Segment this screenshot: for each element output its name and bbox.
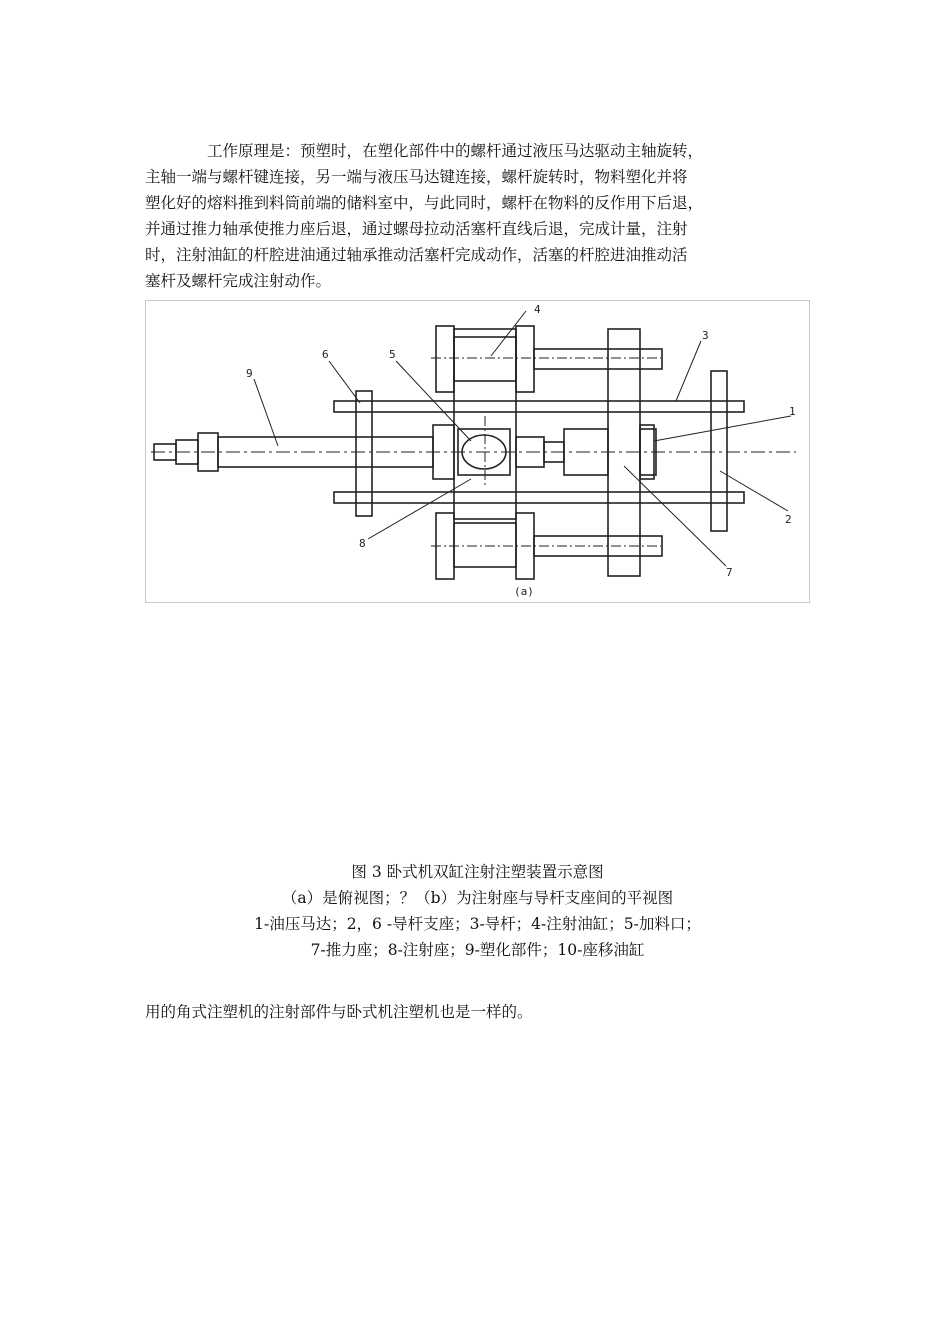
leader-2 xyxy=(720,471,788,511)
figure-caption-line: 1-油压马达；2，6 -导杆支座；3-导杆；4-注射油缸；5-加料口； xyxy=(254,915,701,933)
leader-6 xyxy=(329,361,360,403)
diagram-svg xyxy=(146,301,809,602)
injection-unit-diagram xyxy=(145,300,810,603)
piston-rod-upper xyxy=(534,349,662,369)
barrel xyxy=(218,437,433,467)
leader-3 xyxy=(676,341,701,401)
label-9: 9 xyxy=(246,367,253,380)
guide-support-left xyxy=(356,391,372,516)
body-paragraph xyxy=(145,138,810,294)
cylinder-upper-body xyxy=(454,337,516,381)
label-3: 3 xyxy=(702,329,709,342)
leader-1 xyxy=(654,416,791,441)
leader-8 xyxy=(368,479,471,539)
figure-caption-line: （a）是俯视图；？（b）为注射座与导杆支座间的平视图 xyxy=(281,889,674,907)
paragraph-line: 工作原理是：预塑时，在塑化部件中的螺杆通过液压马达驱动主轴旋转， xyxy=(207,142,704,160)
leader-9 xyxy=(254,379,278,446)
label-8: 8 xyxy=(359,537,366,550)
cylinder-upper-end-right xyxy=(516,326,534,392)
paragraph-line: 并通过推力轴承使推力座后退，通过螺母拉动活塞杆直线后退，完成计量，注射 xyxy=(145,220,688,238)
leader-4 xyxy=(491,311,526,356)
label-7: 7 xyxy=(726,566,733,579)
tail-text: 用的角式注塑机的注射部件与卧式机注塑机也是一样的。 xyxy=(145,1003,533,1021)
paragraph-line: 塞杆及螺杆完成注射动作。 xyxy=(145,272,332,290)
label-2: 2 xyxy=(785,513,792,526)
label-5: 5 xyxy=(389,348,396,361)
paragraph-line: 塑化好的熔料推到料筒前端的储料室中，与此同时，螺杆在物料的反作用下后退， xyxy=(145,194,704,212)
paragraph-line: 时，注射油缸的杆腔进油通过轴承推动活塞杆完成动作，活塞的杆腔进油推动活 xyxy=(145,246,688,264)
cylinder-lower-body xyxy=(454,523,516,567)
cylinder-upper-end-left xyxy=(436,326,454,392)
guide-support-right xyxy=(711,371,727,531)
label-4: 4 xyxy=(534,303,541,316)
figure-caption-line: 7-推力座；8-注射座；9-塑化部件；10-座移油缸 xyxy=(310,941,645,959)
guide-bar-upper xyxy=(334,401,744,412)
figure-sublabel: (a) xyxy=(514,585,534,598)
guide-bar-lower xyxy=(334,492,744,503)
label-1: 1 xyxy=(789,405,796,418)
label-6: 6 xyxy=(322,348,329,361)
figure-caption-title: 图 3 卧式机双缸注射注塑装置示意图 xyxy=(351,863,604,881)
paragraph-line: 主轴一端与螺杆键连接，另一端与液压马达键连接，螺杆旋转时，物料塑化并将 xyxy=(145,168,688,186)
